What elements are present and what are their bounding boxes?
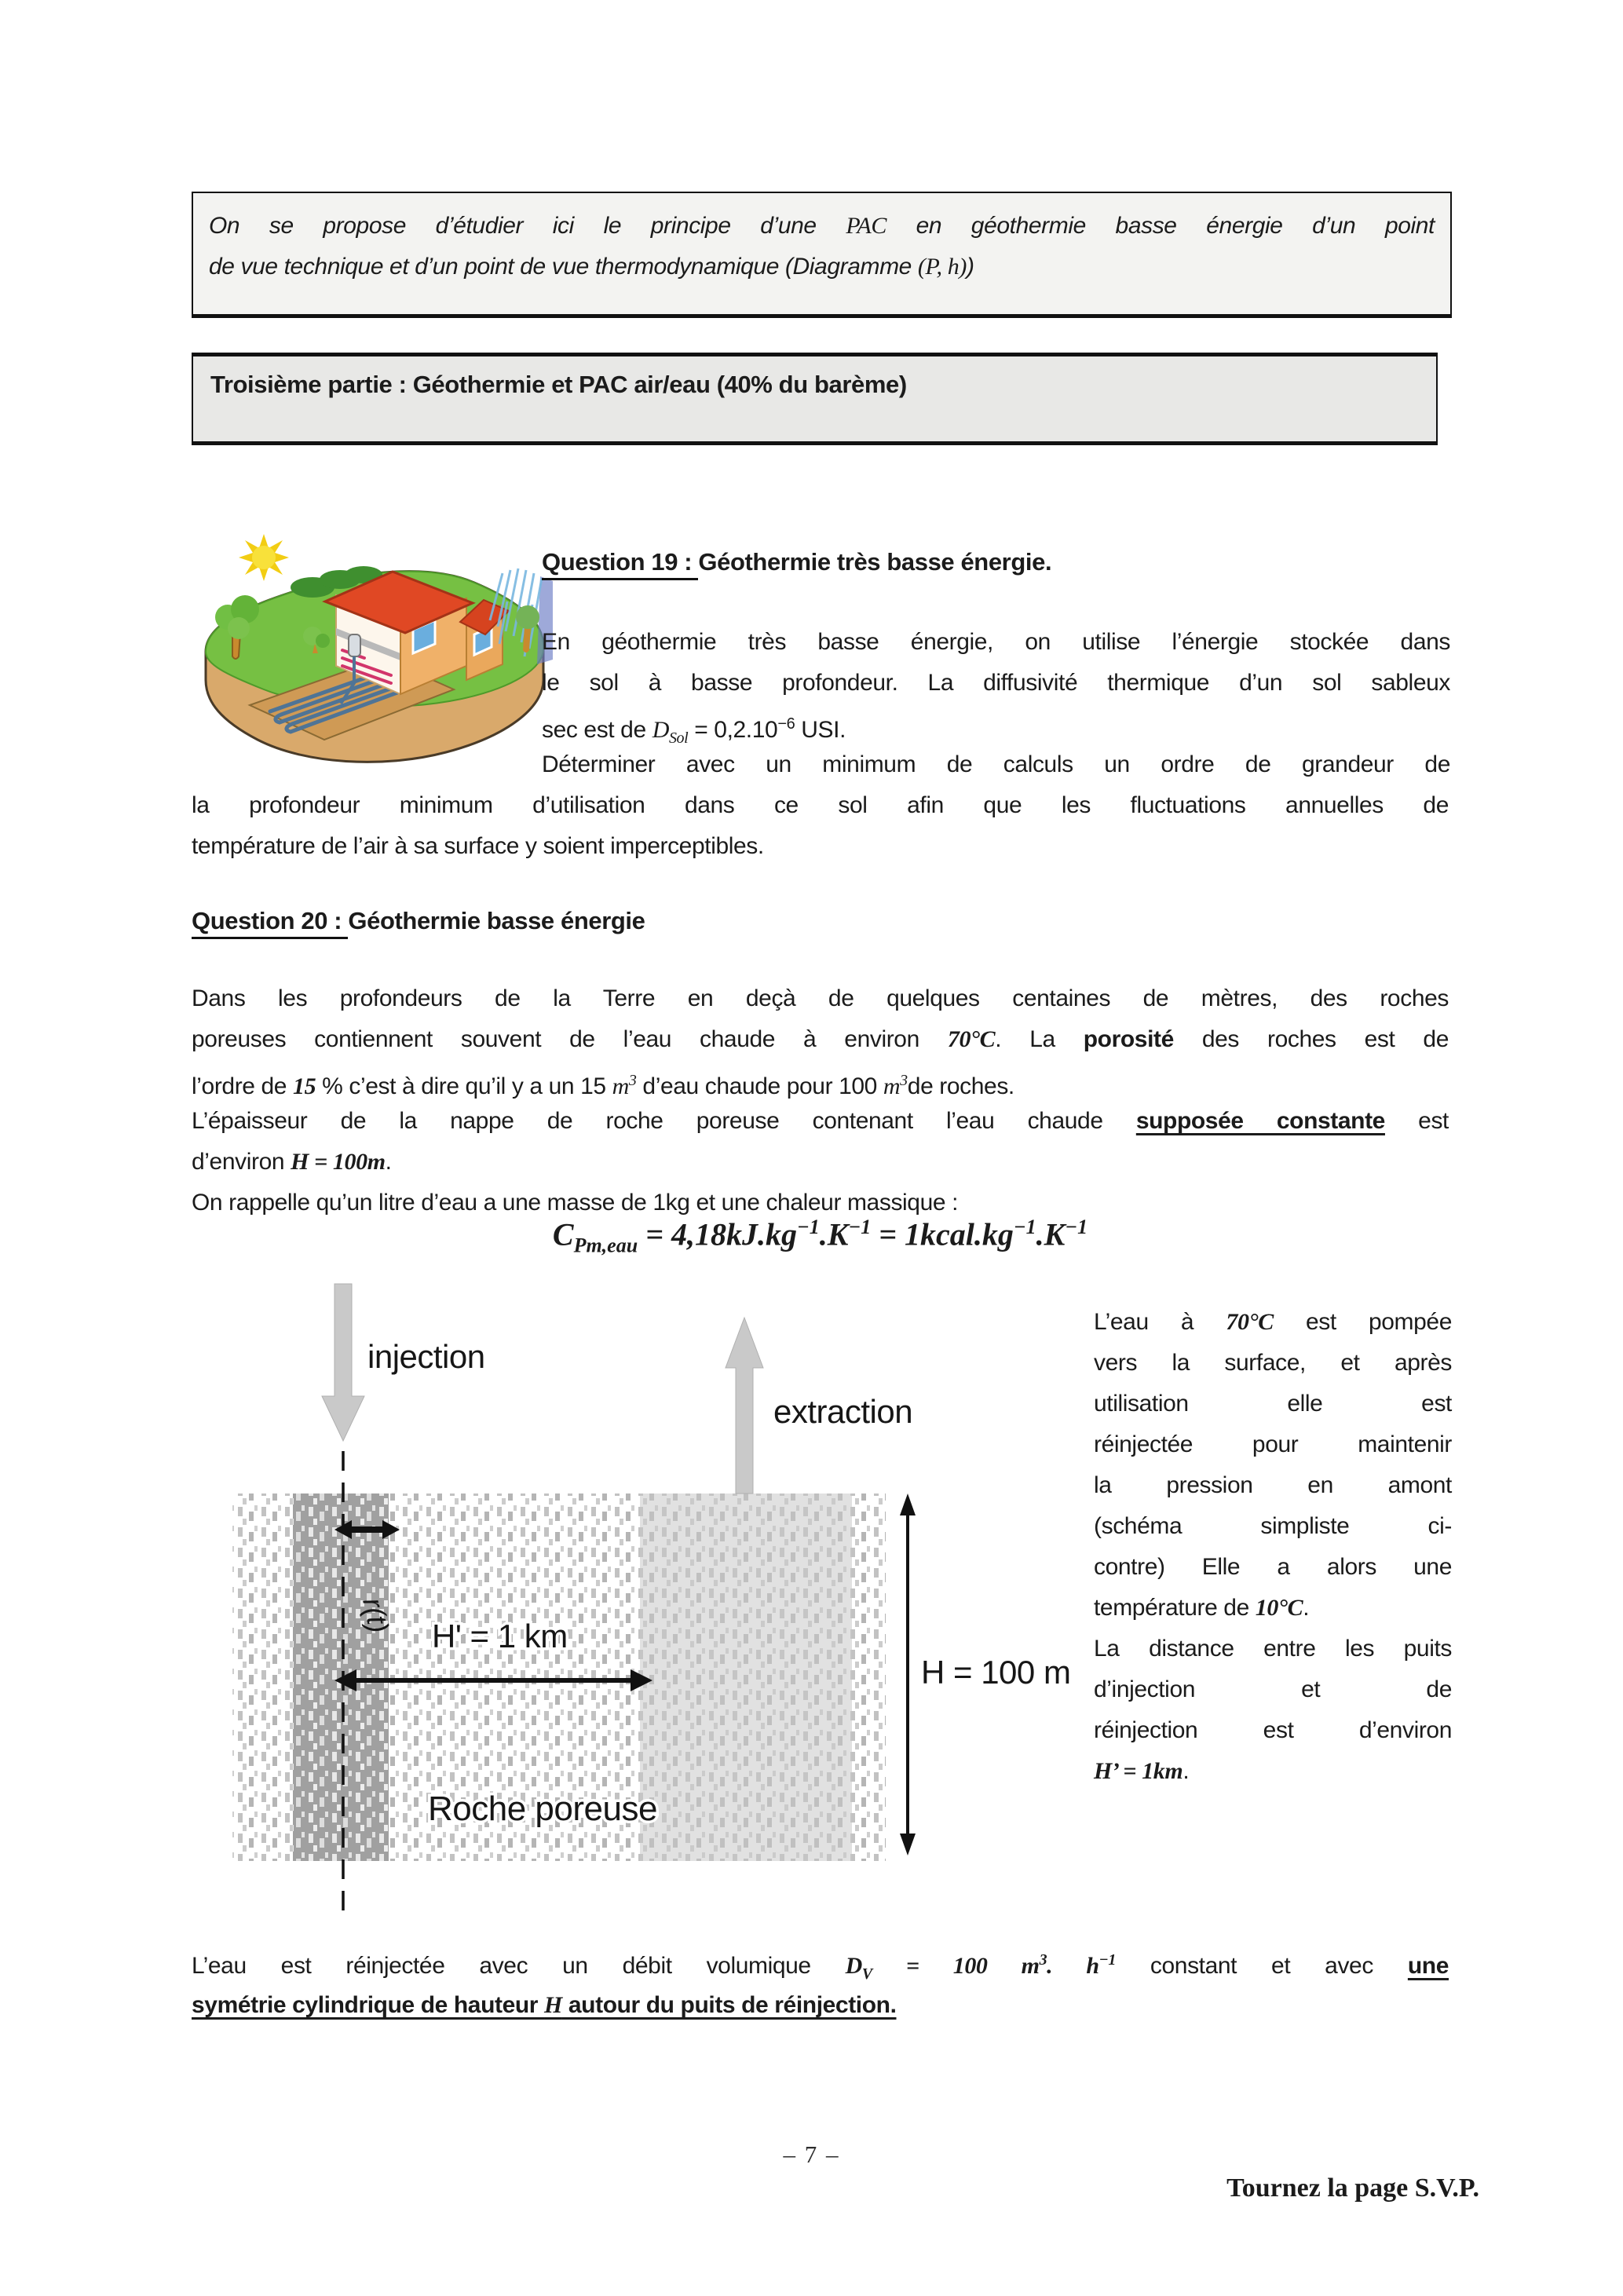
question-19-number: Question 19 : [542, 548, 698, 580]
math-m3: m [883, 1073, 901, 1099]
text-run: sec est de [542, 717, 652, 743]
heat-pump-unit [349, 634, 360, 656]
text-run: USI. [795, 717, 846, 743]
math-run: = 100 m [872, 1953, 1040, 1979]
question-19-title: Géothermie très basse énergie. [698, 548, 1052, 576]
question-20-paragraph [192, 978, 1449, 1223]
text-line [1094, 1588, 1452, 1629]
math-run: .K [819, 1216, 849, 1252]
part-header-label: Troisième partie : Géothermie et PAC air/eau (40% du barème) [210, 371, 907, 398]
text-line [542, 704, 1450, 747]
text-line [1094, 1751, 1452, 1792]
math-h: H [544, 1992, 562, 2018]
page-number: – 7 – [783, 2141, 840, 2168]
question-20-number: Question 20 : [192, 907, 348, 939]
text-run: . [385, 1149, 392, 1175]
extraction-label: extraction [773, 1393, 913, 1430]
math-h-100m: H = 100m [291, 1149, 386, 1175]
intro-box [192, 192, 1452, 318]
text-line: Dans les profondeurs de la Terre en deçà de quelques centaines de mètres, des roches [192, 985, 1449, 1011]
injection-label: injection [367, 1338, 485, 1375]
text-run: . [1183, 1758, 1190, 1784]
text-line: la profondeur minimum d’utilisation dans ce sol afin que les fluctuations annuelles de [192, 792, 1449, 818]
math-exp: 3 [1039, 1951, 1047, 1969]
text-run: L’eau à [1094, 1309, 1226, 1335]
heat-capacity-equation [192, 1216, 1449, 1257]
text-run: L’épaisseur de la nappe de roche poreuse contenant l’eau chaude [192, 1108, 1136, 1134]
math-exp: 3 [628, 1072, 637, 1089]
math-exp: 3 [900, 1072, 908, 1089]
text-line: utilisation elle est [1094, 1391, 1452, 1417]
intro-line-2 [209, 247, 1435, 287]
extraction-well-zone [640, 1493, 852, 1861]
text-line: vers la surface, et après [1094, 1350, 1452, 1376]
text-line: Déterminer avec un minimum de calculs un ordre de grandeur de [542, 751, 1450, 777]
text-line: contre) Elle a alors une [1094, 1554, 1452, 1580]
closing-paragraph [192, 1938, 1449, 2027]
text-run: = 0,2.10 [688, 717, 778, 743]
underlined-une: une [1407, 1953, 1449, 1979]
wells-diagram [188, 1280, 1107, 1987]
text-run: constant et avec [1115, 1953, 1408, 1979]
geothermal-house-illustration [195, 526, 556, 779]
question-20-title: Géothermie basse énergie [348, 907, 645, 934]
text-run: de roches. [907, 1073, 1014, 1099]
rock-label: Roche poreuse [428, 1790, 657, 1828]
text-run: l’ordre de [192, 1073, 294, 1099]
text-line [192, 1019, 1449, 1060]
h-label: H = 100 m [921, 1654, 1071, 1691]
underlined-supposee-constante: supposée constante [1135, 1108, 1385, 1134]
h-arrow-icon [900, 1493, 916, 1855]
text-run: % c’est à dire qu’il y a un 15 [316, 1073, 612, 1099]
extraction-arrow-icon [726, 1318, 763, 1493]
injection-arrow-icon [322, 1284, 364, 1441]
math-exp: −1 [1098, 1951, 1116, 1969]
math-dv: D [845, 1953, 862, 1979]
intro-text: de vue technique et d’un point de vue thermodynamique (Diagramme [209, 254, 918, 280]
math-run: kcal.kg [920, 1216, 1014, 1252]
text-line: d’injection et de [1094, 1676, 1452, 1702]
math-sub: Sol [668, 729, 689, 747]
intro-text: ) [966, 254, 974, 280]
sun [239, 534, 289, 581]
question-20-heading [192, 907, 645, 935]
text-line: la pression en amont [1094, 1472, 1452, 1498]
math-exp: −1 [1065, 1216, 1088, 1238]
text-line [192, 1060, 1449, 1101]
text-line: réinjectée pour maintenir [1094, 1431, 1452, 1457]
math-d-sol: D [652, 717, 669, 743]
text-line: En géothermie très basse énergie, on utilise l’énergie stockée dans [542, 629, 1450, 655]
text-run: L’eau est réinjectée avec un débit volumique [192, 1953, 846, 1979]
question-19-paragraph [542, 622, 1450, 785]
text-line: température de l’air à sa surface y soient imperceptibles. [192, 833, 764, 859]
question-19-heading [542, 548, 1051, 576]
question-19-paragraph-continued [192, 785, 1449, 867]
text-line: On rappelle qu’un litre d’eau a une masse de 1kg et une chaleur massique : [192, 1190, 959, 1216]
part-header-box [192, 353, 1438, 445]
math-70c: 70°C [947, 1026, 996, 1052]
text-line [192, 1938, 1449, 1983]
text-run: d’eau chaude pour 100 [636, 1073, 883, 1099]
math-run: . h [1047, 1953, 1099, 1979]
text-run: d’environ [192, 1149, 291, 1175]
math-run: = 1 [871, 1216, 920, 1252]
text-run: est [1384, 1108, 1449, 1134]
h-prime-label: H' = 1 km [432, 1618, 568, 1654]
math-run: kJ.kg [726, 1216, 797, 1252]
intro-text: On se propose d’étudier ici le principe d’une [209, 213, 846, 239]
math-c: C [552, 1216, 574, 1252]
text-line [192, 1983, 1449, 2027]
math-70c: 70°C [1226, 1309, 1274, 1335]
math-sub: V [861, 1965, 872, 1983]
math-exp: −6 [777, 715, 795, 733]
text-run: . La [995, 1026, 1084, 1052]
text-line [192, 1101, 1449, 1142]
text-run: des roches est de [1173, 1026, 1449, 1052]
text-line [1094, 1302, 1452, 1343]
side-note-column [1094, 1302, 1452, 1792]
text-line: réinjection est d’environ [1094, 1717, 1452, 1743]
underlined-phrase [192, 1992, 897, 2018]
math-run: .K [1036, 1216, 1066, 1252]
text-run: température de [1094, 1595, 1256, 1621]
text-run: autour du puits de réinjection. [561, 1992, 897, 2018]
text-line: le sol à basse profondeur. La diffusivité thermique d’un sol sableux [542, 670, 1450, 696]
math-run: = 4,18 [638, 1216, 726, 1252]
text-line [192, 1142, 1449, 1183]
math-h-prime-1km: H’ = 1km [1094, 1758, 1183, 1784]
bold-porosite: porosité [1083, 1026, 1174, 1052]
intro-math-ph: (P, h) [917, 254, 967, 280]
math-sub: Pm,eau [573, 1234, 638, 1257]
text-line: (schéma simpliste ci- [1094, 1513, 1452, 1539]
intro-line-1 [209, 206, 1435, 247]
bold-15: 15 [293, 1073, 316, 1099]
text-run: symétrie cylindrique de hauteur [192, 1992, 545, 2018]
intro-math-pac: PAC [846, 213, 886, 239]
math-exp: −1 [1013, 1216, 1036, 1238]
math-10c: 10°C [1255, 1595, 1303, 1621]
text-line: La distance entre les puits [1094, 1636, 1452, 1662]
math-exp: −1 [848, 1216, 872, 1238]
rt-label: r(t) [356, 1595, 396, 1636]
text-run: poreuses contiennent souvent de l’eau chaude à environ [192, 1026, 948, 1052]
text-run: est pompée [1273, 1309, 1452, 1335]
intro-text: en géothermie basse énergie d’un point [886, 213, 1435, 239]
math-m3: m [612, 1073, 629, 1099]
math-exp: −1 [796, 1216, 820, 1238]
turn-page-note: Tournez la page S.V.P. [1226, 2174, 1479, 2203]
text-run: . [1303, 1595, 1310, 1621]
